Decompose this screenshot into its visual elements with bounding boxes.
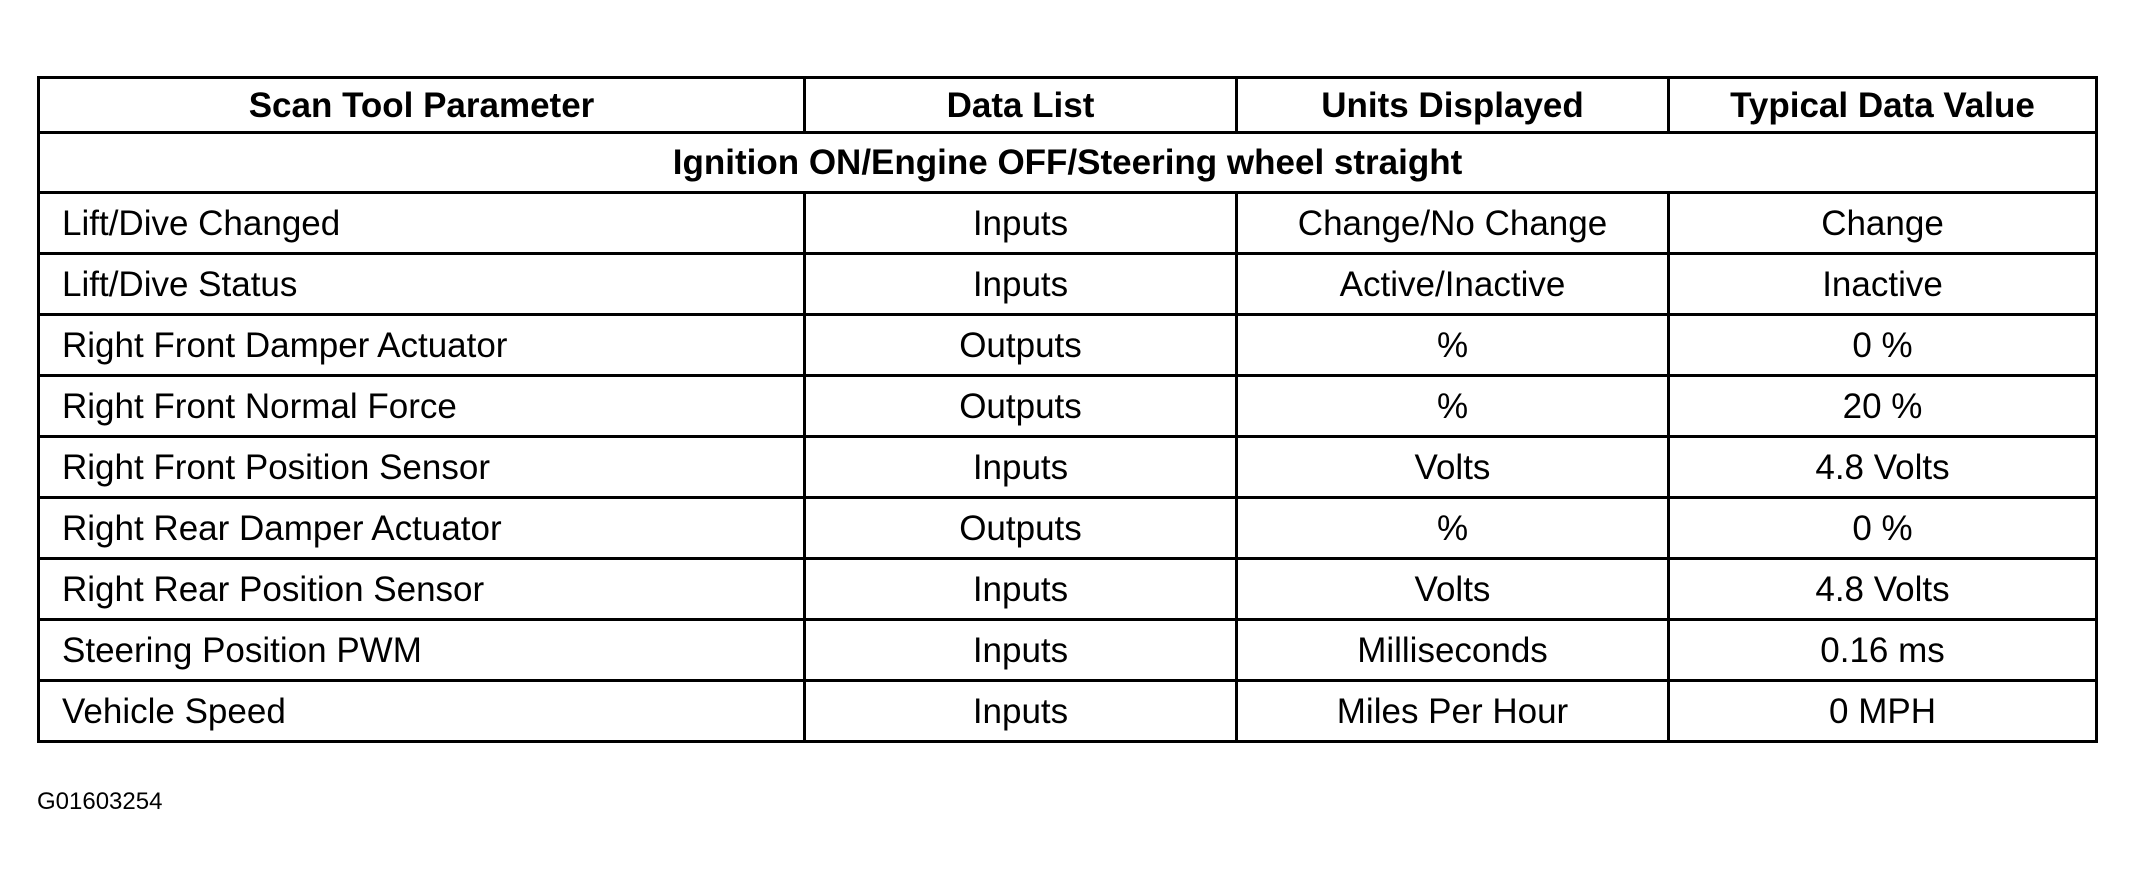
table-row [39, 437, 2097, 498]
table-row [39, 498, 2097, 559]
cell-units: % [1237, 376, 1669, 437]
cell-parameter: Right Front Position Sensor [39, 437, 805, 498]
cell-parameter: Right Front Damper Actuator [39, 315, 805, 376]
table-header [39, 78, 2097, 133]
cell-parameter: Lift/Dive Changed [39, 193, 805, 254]
cell-parameter: Vehicle Speed [39, 681, 805, 742]
cell-units: Change/No Change [1237, 193, 1669, 254]
cell-typical-value: 0 MPH [1669, 681, 2097, 742]
scan-tool-data-table [37, 76, 2098, 743]
header-typical-data-value: Typical Data Value [1669, 78, 2097, 133]
cell-data-list: Inputs [805, 620, 1237, 681]
cell-typical-value: 0 % [1669, 315, 2097, 376]
cell-units: Volts [1237, 437, 1669, 498]
table-row [39, 559, 2097, 620]
cell-data-list: Outputs [805, 315, 1237, 376]
cell-units: Miles Per Hour [1237, 681, 1669, 742]
cell-typical-value: 4.8 Volts [1669, 437, 2097, 498]
section-title: Ignition ON/Engine OFF/Steering wheel straight [39, 133, 2097, 193]
cell-units: % [1237, 498, 1669, 559]
cell-data-list: Inputs [805, 193, 1237, 254]
cell-data-list: Inputs [805, 681, 1237, 742]
cell-units: Milliseconds [1237, 620, 1669, 681]
table-row [39, 681, 2097, 742]
header-row [39, 78, 2097, 133]
table-row [39, 193, 2097, 254]
table-row [39, 376, 2097, 437]
cell-data-list: Outputs [805, 498, 1237, 559]
cell-parameter: Right Rear Damper Actuator [39, 498, 805, 559]
cell-typical-value: Inactive [1669, 254, 2097, 315]
table-row [39, 620, 2097, 681]
section-row [39, 133, 2097, 193]
cell-units: Volts [1237, 559, 1669, 620]
table-body [39, 133, 2097, 742]
table-row [39, 315, 2097, 376]
cell-typical-value: Change [1669, 193, 2097, 254]
header-units-displayed: Units Displayed [1237, 78, 1669, 133]
cell-typical-value: 20 % [1669, 376, 2097, 437]
cell-parameter: Right Front Normal Force [39, 376, 805, 437]
cell-parameter: Steering Position PWM [39, 620, 805, 681]
cell-data-list: Inputs [805, 254, 1237, 315]
cell-parameter: Lift/Dive Status [39, 254, 805, 315]
cell-typical-value: 4.8 Volts [1669, 559, 2097, 620]
cell-units: % [1237, 315, 1669, 376]
cell-typical-value: 0 % [1669, 498, 2097, 559]
cell-typical-value: 0.16 ms [1669, 620, 2097, 681]
figure-id: G01603254 [37, 788, 163, 815]
cell-data-list: Inputs [805, 437, 1237, 498]
cell-parameter: Right Rear Position Sensor [39, 559, 805, 620]
cell-data-list: Outputs [805, 376, 1237, 437]
header-data-list: Data List [805, 78, 1237, 133]
cell-data-list: Inputs [805, 559, 1237, 620]
table-row [39, 254, 2097, 315]
header-scan-tool-parameter: Scan Tool Parameter [39, 78, 805, 133]
cell-units: Active/Inactive [1237, 254, 1669, 315]
